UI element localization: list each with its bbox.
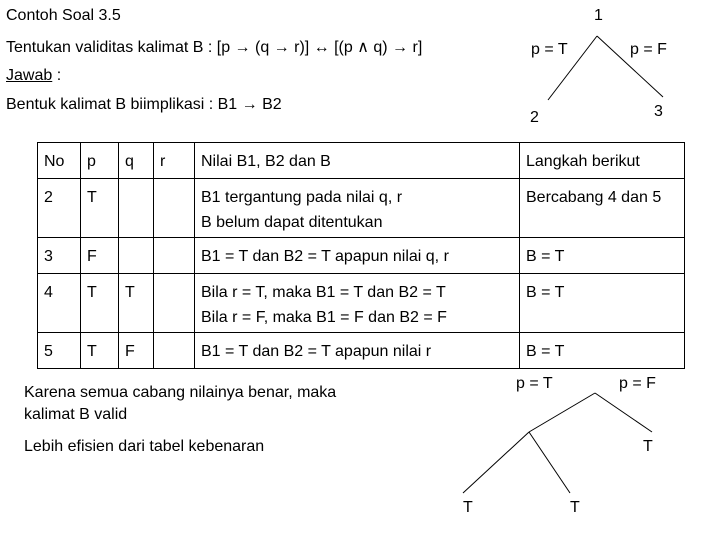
tree-bottom-left-label: p = T bbox=[516, 375, 553, 392]
tree-bottom-leaf-right bbox=[529, 432, 570, 493]
cell-no: 4 bbox=[38, 274, 81, 333]
cell-nilai-line: Bila r = F, maka B1 = F dan B2 = F bbox=[201, 309, 447, 326]
cell-nilai-line: Bila r = T, maka B1 = T dan B2 = T bbox=[201, 284, 446, 301]
conclusion-line-1: Karena semua cabang nilainya benar, maka bbox=[24, 384, 337, 401]
cell-no: 3 bbox=[38, 238, 81, 274]
header-p: p bbox=[81, 143, 119, 179]
header-langkah: Langkah berikut bbox=[520, 143, 685, 179]
cell-langkah: B = T bbox=[520, 333, 685, 369]
cell-nilai-line: B belum dapat ditentukan bbox=[201, 214, 383, 231]
cell-nilai bbox=[195, 333, 520, 369]
conclusion-line-2: kalimat B valid bbox=[24, 406, 128, 423]
table-header-row bbox=[38, 143, 685, 179]
table-row bbox=[38, 274, 685, 333]
implication-form: Bentuk kalimat B biimplikasi : B1 → B2 bbox=[6, 96, 282, 113]
problem-statement: Tentukan validitas kalimat B : [p → (q → r)] ↔ [(p ∧ q) → r] bbox=[6, 39, 423, 56]
cell-p: T bbox=[81, 274, 119, 333]
header-no: No bbox=[38, 143, 81, 179]
header-nilai: Nilai B1, B2 dan B bbox=[195, 143, 520, 179]
tree-bottom-right-label: p = F bbox=[619, 375, 656, 392]
tree-top-left-label: p = T bbox=[531, 41, 568, 58]
answer-label: Jawab bbox=[6, 67, 53, 84]
cell-q: F bbox=[119, 333, 154, 369]
cell-q bbox=[119, 238, 154, 274]
cell-langkah: Bercabang 4 dan 5 bbox=[520, 179, 685, 238]
header-q: q bbox=[119, 143, 154, 179]
cell-r bbox=[154, 238, 195, 274]
header-r: r bbox=[154, 143, 195, 179]
cell-nilai bbox=[195, 274, 520, 333]
tableau-table bbox=[37, 142, 685, 369]
tree-bottom-leaf-left bbox=[463, 432, 529, 493]
cell-langkah: B = T bbox=[520, 238, 685, 274]
cell-p: T bbox=[81, 333, 119, 369]
cell-r bbox=[154, 333, 195, 369]
cell-q: T bbox=[119, 274, 154, 333]
table-row bbox=[38, 179, 685, 238]
cell-no: 5 bbox=[38, 333, 81, 369]
cell-nilai-line: B1 = T dan B2 = T apapun nilai r bbox=[201, 343, 432, 360]
cell-nilai bbox=[195, 179, 520, 238]
tree-top-left-child: 2 bbox=[530, 109, 539, 126]
tree-bottom-branch-right bbox=[595, 393, 652, 432]
cell-r bbox=[154, 179, 195, 238]
cell-p: T bbox=[81, 179, 119, 238]
cell-r bbox=[154, 274, 195, 333]
efficiency-note: Lebih efisien dari tabel kebenaran bbox=[24, 438, 265, 455]
tree-bottom-leaf-right: T bbox=[570, 499, 580, 516]
cell-nilai-line: B1 tergantung pada nilai q, r bbox=[201, 189, 403, 206]
tree-top-right-label: p = F bbox=[630, 41, 667, 58]
table-row bbox=[38, 333, 685, 369]
cell-nilai-line: B1 = T dan B2 = T apapun nilai q, r bbox=[201, 248, 449, 265]
cell-q bbox=[119, 179, 154, 238]
answer-colon: : bbox=[52, 67, 62, 84]
cell-nilai bbox=[195, 238, 520, 274]
page-number: 1 bbox=[594, 7, 603, 24]
cell-no: 2 bbox=[38, 179, 81, 238]
cell-langkah: B = T bbox=[520, 274, 685, 333]
tree-top-right-child: 3 bbox=[654, 103, 663, 120]
tree-bottom-leaf-left: T bbox=[463, 499, 473, 516]
slide-title: Contoh Soal 3.5 bbox=[6, 7, 121, 24]
tree-bottom-right-child: T bbox=[643, 438, 653, 455]
table-row bbox=[38, 238, 685, 274]
tree-bottom-branch-left bbox=[529, 393, 595, 432]
cell-p: F bbox=[81, 238, 119, 274]
